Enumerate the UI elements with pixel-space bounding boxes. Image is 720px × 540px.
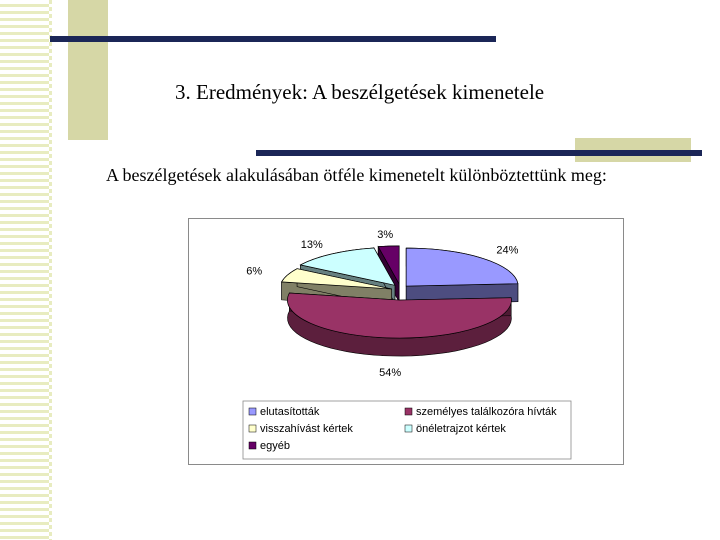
- legend-label-4: egyéb: [260, 440, 290, 452]
- decorative-navy-rule: [50, 36, 496, 42]
- decorative-stripes: [0, 0, 52, 540]
- legend-swatch-0: [249, 408, 256, 415]
- legend-swatch-1: [405, 408, 412, 415]
- intro-text: A beszélgetések alakulásában ötféle kimenetelt különböztettünk meg:: [106, 165, 607, 185]
- legend-label-0: elutasították: [260, 406, 320, 418]
- pie-value-label-1: 54%: [379, 367, 402, 380]
- legend-label-1: személyes találkozóra hívták: [416, 406, 557, 418]
- chart-legend: [243, 401, 571, 459]
- pie-chart-frame: [188, 218, 624, 465]
- pie-value-label-2: 6%: [246, 265, 263, 278]
- legend-swatch-2: [249, 425, 256, 432]
- pie-chart: [189, 219, 623, 464]
- legend-label-3: önéletrajzot kértek: [416, 423, 506, 435]
- decorative-navy-rule-lower: [256, 150, 702, 156]
- slide-title: 3. Eredmények: A beszélgetések kimenetele: [175, 80, 545, 104]
- legend-swatch-3: [405, 425, 412, 432]
- pie-value-label-0: 24%: [496, 244, 519, 257]
- pie-value-label-3: 13%: [300, 238, 323, 251]
- decorative-olive-block: [68, 0, 108, 140]
- legend-label-2: visszahívást kértek: [260, 423, 353, 435]
- pie-value-label-4: 3%: [377, 229, 394, 241]
- legend-swatch-4: [249, 442, 256, 449]
